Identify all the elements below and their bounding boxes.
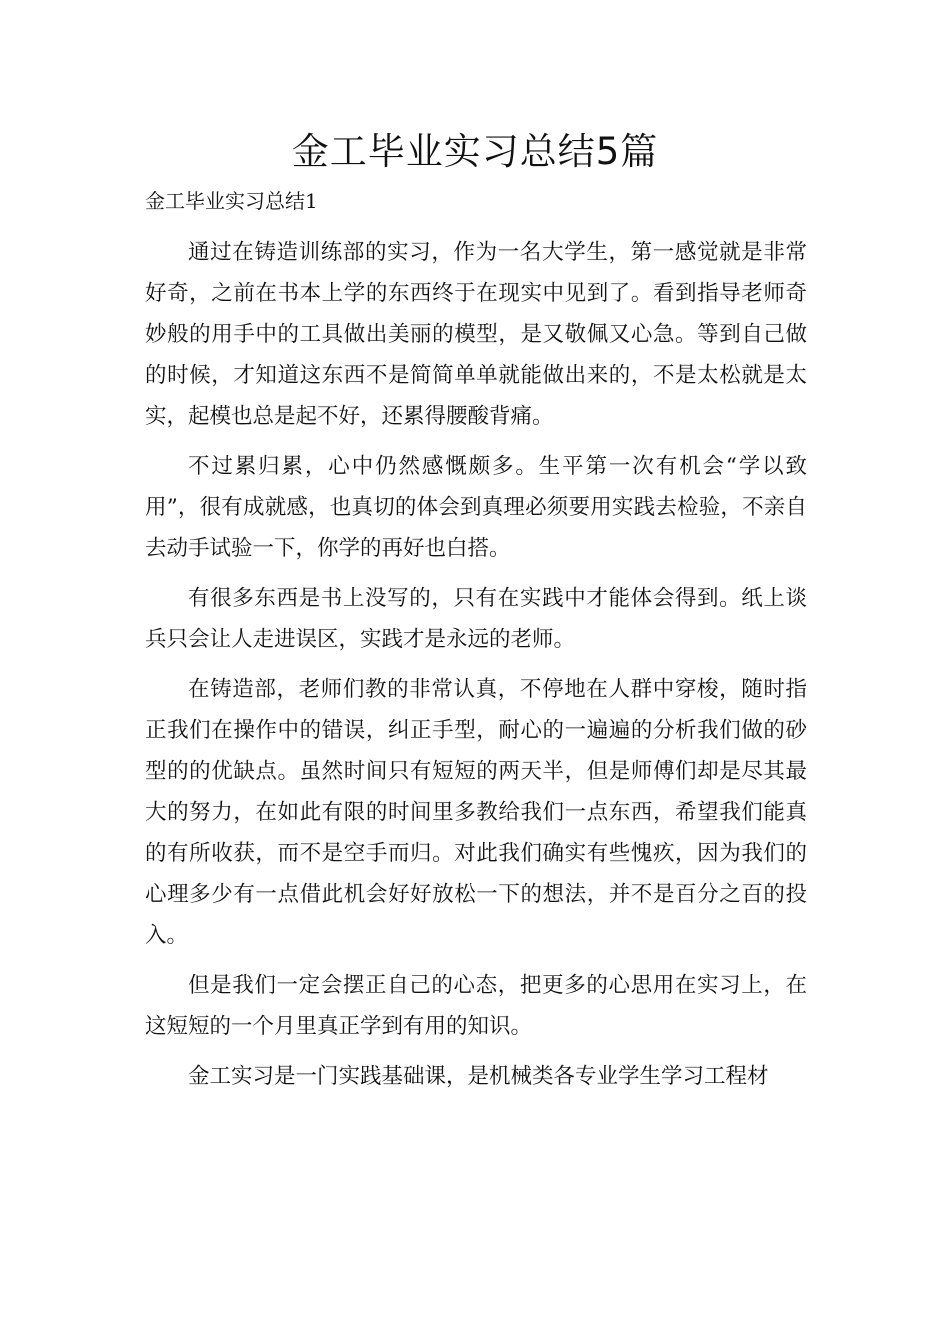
paragraph: 通过在铸造训练部的实习，作为一名大学生，第一感觉就是非常好奇，之前在书本上学的东西终于在现实中见到了。看到指导老师奇妙般的用手中的工具做出美丽的模型，是又敬佩又心急。等到自己做的时候，才知道这东西不是简简单单就能做出来的，不是太松就是太实，起模也总是起不好，还累得腰酸背痛。: [145, 240, 807, 429]
paragraph: 有很多东西是书上没写的，只有在实践中才能体会得到。纸上谈兵只会让人走进误区，实践才是永远的老师。: [145, 586, 807, 652]
document-title: 金工毕业实习总结5篇: [291, 130, 659, 173]
paragraph: 金工实习是一门实践基础课，是机械类各专业学生学习工程材: [188, 1064, 769, 1089]
paragraph: 在铸造部，老师们教的非常认真，不停地在人群中穿梭，随时指正我们在操作中的错误，纠正手型，耐心的一遍遍的分析我们做的砂型的的优缺点。虽然时间只有短短的两天半，但是师傅们却是尽其最大的努力，在如此有限的时间里多教给我们一点东西，希望我们能真的有所收获，而不是空手而归。对此我们确实有些愧疚，因为我们的心理多少有一点借此机会好好放松一下的想法，并不是百分之百的投入。: [145, 677, 807, 948]
paragraph: 不过累归累，心中仍然感慨颇多。生平第一次有机会“学以致用”，很有成就感，也真切的体会到真理必须要用实践去检验，不亲自去动手试验一下，你学的再好也白搭。: [145, 454, 807, 561]
document-body: [145, 232, 807, 1106]
section-heading: 金工毕业实习总结1: [145, 189, 318, 213]
paragraph: 但是我们一定会摆正自己的心态，把更多的心思用在实习上，在这短短的一个月里真正学到有用的知识。: [145, 973, 807, 1039]
